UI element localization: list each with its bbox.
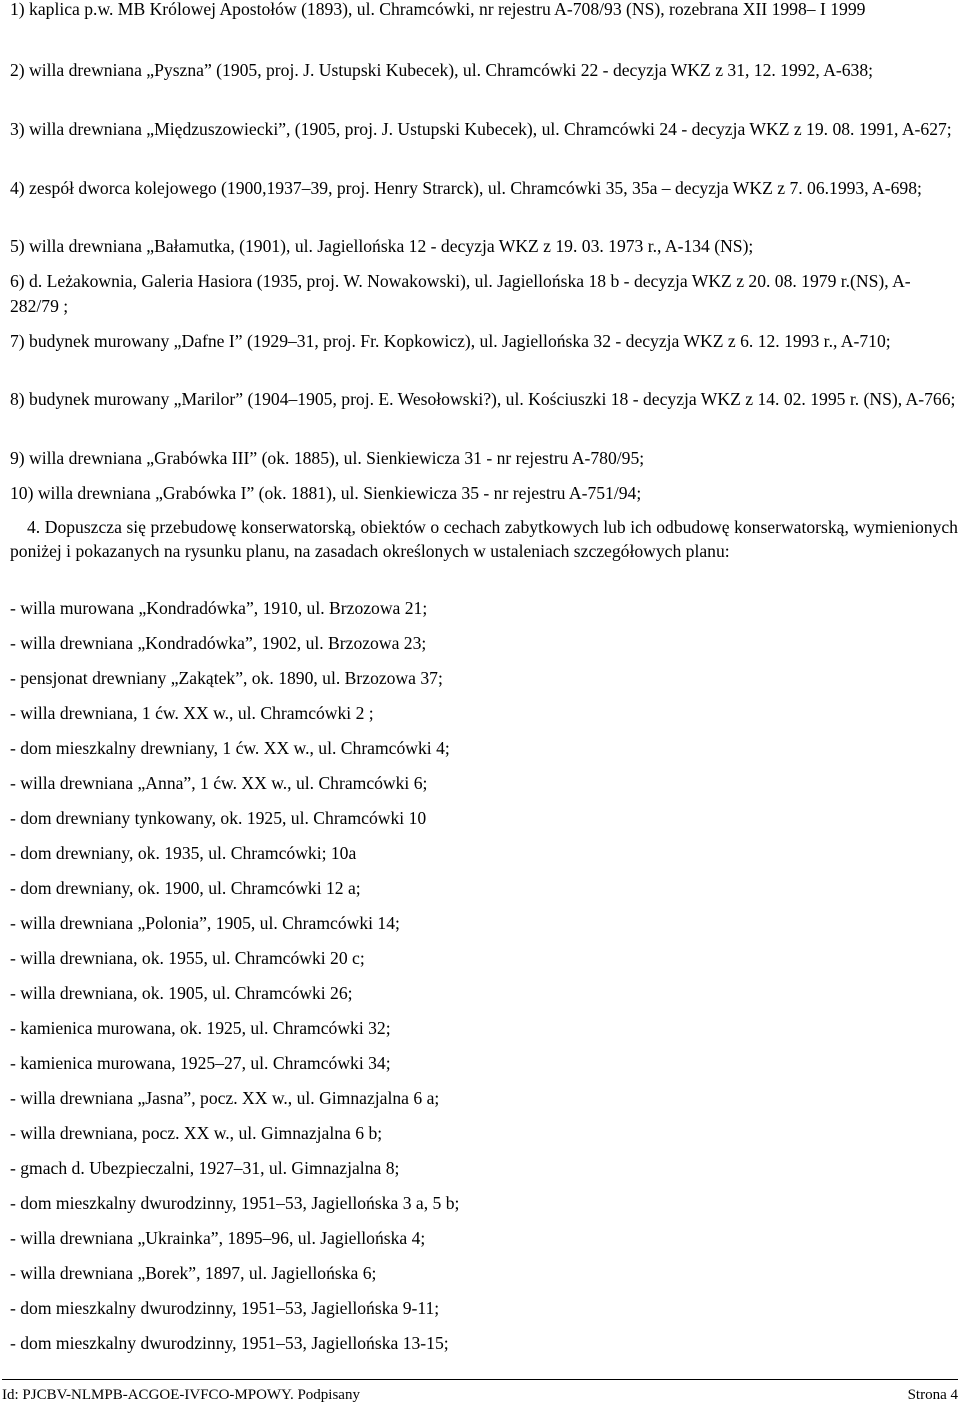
object-item-2: - willa drewniana „Kondradówka”, 1902, ul. Brzozowa 23;	[10, 633, 427, 653]
section-4-number: 4.	[27, 517, 41, 537]
document-id: Id: PJCBV-NLMPB-ACGOE-IVFCO-MPOWY. Podpisany	[2, 1387, 360, 1403]
registry-item-5: 5) willa drewniana „Bałamutka, (1901), ul. Jagiellońska 12 - decyzja WKZ z 19. 03. 1973 r., A-134 (NS);	[10, 236, 754, 256]
object-item-14: - kamienica murowana, 1925–27, ul. Chramcówki 34;	[10, 1053, 391, 1073]
page-footer	[2, 1385, 958, 1405]
registry-item-8: 8) budynek murowany „Marilor” (1904–1905, proj. E. Wesołowski?), ul. Kościuszki 18 - decyzja WKZ z 14. 02. 1995 r. (NS), A-766;	[10, 389, 956, 409]
section-4-paragraph	[10, 515, 958, 563]
object-item-16: - willa drewniana, pocz. XX w., ul. Gimnazjalna 6 b;	[10, 1123, 383, 1143]
registry-item-9: 9) willa drewniana „Grabówka III” (ok. 1885), ul. Sienkiewicza 31 - nr rejestru A-780/95;	[10, 448, 645, 468]
registry-item-7: 7) budynek murowany „Dafne I” (1929–31, proj. Fr. Kopkowicz), ul. Jagiellońska 32 - decyzja WKZ z 6. 12. 1993 r., A-710;	[10, 331, 891, 351]
registry-item-2: 2) willa drewniana „Pyszna” (1905, proj. J. Ustupski Kubecek), ul. Chramcówki 22 - decyzja WKZ z 31, 12. 1992, A-638;	[10, 60, 874, 80]
registry-item-10: 10) willa drewniana „Grabówka I” (ok. 1881), ul. Sienkiewicza 35 - nr rejestru A-751/94;	[10, 483, 642, 503]
object-item-5: - dom mieszkalny drewniany, 1 ćw. XX w., ul. Chramcówki 4;	[10, 738, 450, 758]
object-item-11: - willa drewniana, ok. 1955, ul. Chramcówki 20 c;	[10, 948, 365, 968]
object-item-20: - willa drewniana „Borek”, 1897, ul. Jagiellońska 6;	[10, 1263, 377, 1283]
object-item-4: - willa drewniana, 1 ćw. XX w., ul. Chramcówki 2 ;	[10, 703, 374, 723]
object-item-17: - gmach d. Ubezpieczalni, 1927–31, ul. Gimnazjalna 8;	[10, 1158, 400, 1178]
section-4-text: Dopuszcza się przebudowę konserwatorską, obiektów o cechach zabytkowych lub ich odbudowę konserwatorską, wymienionych poniżej i pokazanych na rysunku planu, na zasadach określonych w ustaleniach szczegółowych planu:	[10, 517, 958, 561]
object-item-6: - willa drewniana „Anna”, 1 ćw. XX w., ul. Chramcówki 6;	[10, 773, 428, 793]
object-item-22: - dom mieszkalny dwurodzinny, 1951–53, Jagiellońska 13-15;	[10, 1333, 449, 1353]
object-item-12: - willa drewniana, ok. 1905, ul. Chramcówki 26;	[10, 983, 353, 1003]
object-item-18: - dom mieszkalny dwurodzinny, 1951–53, Jagiellońska 3 a, 5 b;	[10, 1193, 460, 1213]
object-item-19: - willa drewniana „Ukrainka”, 1895–96, ul. Jagiellońska 4;	[10, 1228, 426, 1248]
page-number: Strona 4	[907, 1387, 958, 1403]
registry-item-1: 1) kaplica p.w. MB Królowej Apostołów (1893), ul. Chramcówki, nr rejestru A-708/93 (NS), rozebrana XII 1998– I 1999	[10, 0, 866, 19]
registry-item-6: 6) d. Leżakownia, Galeria Hasiora (1935, proj. W. Nowakowski), ul. Jagiellońska 18 b - decyzja WKZ z 20. 08. 1979 r.(NS), A-282/79 ;	[10, 271, 911, 316]
registry-item-3: 3) willa drewniana „Międzuszowiecki”, (1905, proj. J. Ustupski Kubecek), ul. Chramcówki 24 - decyzja WKZ z 19. 08. 1991, A-627;	[10, 119, 952, 139]
object-item-3: - pensjonat drewniany „Zakątek”, ok. 1890, ul. Brzozowa 37;	[10, 668, 443, 688]
registry-item-4: 4) zespół dworca kolejowego (1900,1937–39, proj. Henry Strarck), ul. Chramcówki 35, 35a – decyzja WKZ z 7. 06.1993, A-698;	[10, 178, 922, 198]
object-item-9: - dom drewniany, ok. 1900, ul. Chramcówki 12 a;	[10, 878, 361, 898]
object-item-1: - willa murowana „Kondradówka”, 1910, ul. Brzozowa 21;	[10, 598, 428, 618]
object-item-13: - kamienica murowana, ok. 1925, ul. Chramcówki 32;	[10, 1018, 391, 1038]
object-item-8: - dom drewniany, ok. 1935, ul. Chramcówki; 10a	[10, 843, 357, 863]
footer-divider	[2, 1379, 958, 1380]
object-item-7: - dom drewniany tynkowany, ok. 1925, ul. Chramcówki 10	[10, 808, 427, 828]
object-item-15: - willa drewniana „Jasna”, pocz. XX w., ul. Gimnazjalna 6 a;	[10, 1088, 440, 1108]
object-item-10: - willa drewniana „Polonia”, 1905, ul. Chramcówki 14;	[10, 913, 400, 933]
object-item-21: - dom mieszkalny dwurodzinny, 1951–53, Jagiellońska 9-11;	[10, 1298, 440, 1318]
